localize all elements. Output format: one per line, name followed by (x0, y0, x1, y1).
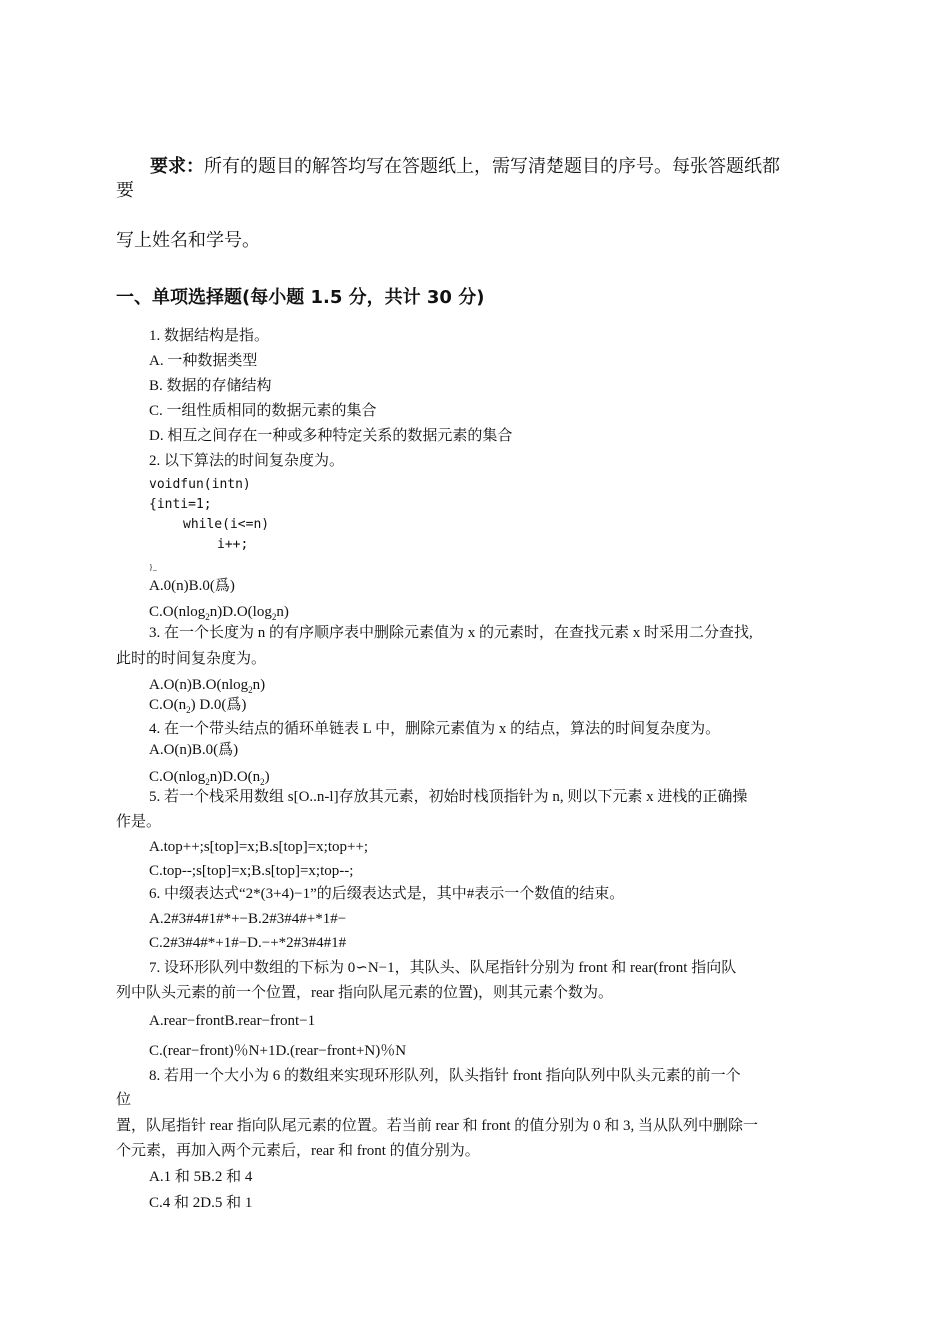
question-3-options-cd (149, 696, 246, 719)
question-1-option-b: B. 数据的存储结构 (149, 378, 272, 394)
q4-cd-part1: C.O(nlog (149, 769, 206, 785)
question-7-options-cd: C.(rear−front)％N+1D.(rear−front+N)％N (149, 1043, 407, 1059)
q4-cd-part2: n)D.O(n (209, 769, 261, 785)
question-5-options-ab: A.top++;s[top]=x;B.s[top]=x;top++; (149, 839, 369, 855)
question-4-options-ab: A.O(n)B.0(爲) (149, 742, 239, 758)
question-1-option-c: C. 一组性质相同的数据元素的集合 (149, 403, 377, 419)
question-8-options-ab: A.1 和 5B.2 和 4 (149, 1169, 253, 1185)
question-2-options-ab: A.0(n)B.0(爲) (149, 578, 235, 594)
question-6-options-cd: C.2#3#4#*+1#−D.−+*2#3#4#1# (149, 935, 347, 951)
question-5-stem-line-2: 作是。 (116, 814, 162, 830)
code-line-3: while(i<=n) (183, 517, 270, 532)
question-8-options-cd: C.4 和 2D.5 和 1 (149, 1195, 253, 1211)
question-7-stem-line-1: 7. 设环形队列中数组的下标为 0∽N−1，其队头、队尾指针分别为 front 和 rear(front 指向队 (149, 960, 737, 976)
question-3-stem-line-2: 此时的时间复杂度为。 (116, 651, 267, 667)
requirement-line-2: 要 (116, 180, 134, 201)
question-7-options-ab: A.rear−frontB.rear−front−1 (149, 1013, 316, 1029)
q2-cd-part1: C.O(nlog (149, 604, 206, 620)
q2-cd-sub1: 2 (205, 612, 210, 622)
q4-cd-sub1: 2 (205, 777, 210, 787)
question-8-stem-line-4: 个元素，再加入两个元素后，rear 和 front 的值分别为。 (116, 1143, 480, 1159)
question-2-options-cd (149, 603, 289, 626)
question-1-option-d: D. 相互之间存在一种或多种特定关系的数据元素的集合 (149, 428, 513, 444)
question-3-stem-line-1: 3. 在一个长度为 n 的有序顺序表中删除元素值为 x 的元素时，在查找元素 x 时采用二分查找, (149, 625, 753, 641)
q2-cd-part2: n)D.O(log (209, 604, 272, 620)
q3-ab-part2: n) (252, 677, 266, 693)
q2-cd-part3: n) (276, 604, 289, 620)
question-2-stem: 2. 以下算法的时间复杂度为。 (149, 453, 345, 469)
question-5-stem-line-1: 5. 若一个栈采用数组 s[O..n-l]存放其元素，初始时栈顶指针为 n, 则以下元素 x 进栈的正确操 (149, 789, 748, 805)
question-6-options-ab: A.2#3#4#1#*+−B.2#3#4#+*1#− (149, 911, 347, 927)
question-8-stem-line-2: 位 (116, 1092, 132, 1108)
code-line-4: i++; (217, 537, 249, 552)
requirement-label: 要求： (150, 156, 204, 177)
question-8-stem-line-1: 8. 若用一个大小为 6 的数组来实现环形队列，队头指针 front 指向队列中队头元素的前一个 (149, 1068, 741, 1084)
q4-cd-part3: ) (264, 769, 270, 785)
requirement-text: 所有的题目的解答均写在答题纸上，需写清楚题目的序号。每张答题纸都 (204, 156, 780, 177)
question-7-stem-line-2: 列中队头元素的前一个位置，rear 指向队尾元素的位置)，则其元素个数为。 (116, 985, 614, 1001)
requirement-line-3: 写上姓名和学号。 (116, 230, 260, 251)
q3-cd-part2: ) D.0(爲) (190, 697, 247, 713)
question-1-stem: 1. 数据结构是指。 (149, 328, 270, 344)
q3-cd-sub: 2 (186, 705, 191, 715)
question-5-options-cd: C.top--;s[top]=x;B.s[top]=x;top--; (149, 863, 354, 879)
question-8-stem-line-3: 置，队尾指针 rear 指向队尾元素的位置。若当前 rear 和 front 的值分别为 0 和 3, 当从队列中删除一 (116, 1118, 759, 1134)
q3-ab-sub: 2 (248, 685, 253, 695)
q3-ab-part1: A.O(n)B.O(nlog (149, 677, 249, 693)
q4-cd-sub2: 2 (260, 777, 265, 787)
section-heading: 一、单项选择题(每小题 1.5 分，共计 30 分) (116, 287, 485, 308)
question-4-stem: 4. 在一个带头结点的循环单链表 L 中，删除元素值为 x 的结点，算法的时间复杂度为。 (149, 721, 721, 737)
q2-cd-sub2: 2 (271, 612, 277, 622)
code-line-1: voidfun(intn) (149, 477, 251, 492)
question-6-stem: 6. 中缀表达式“2*(3+4)−1”的后缀表达式是，其中#表示一个数值的结束。 (149, 886, 625, 902)
q3-cd-part1: C.O(n (149, 697, 187, 713)
requirement-line-1 (150, 156, 780, 178)
question-1-option-a: A. 一种数据类型 (149, 353, 258, 369)
code-line-2: {inti=1; (149, 497, 212, 512)
code-line-5: }_ (149, 563, 157, 572)
